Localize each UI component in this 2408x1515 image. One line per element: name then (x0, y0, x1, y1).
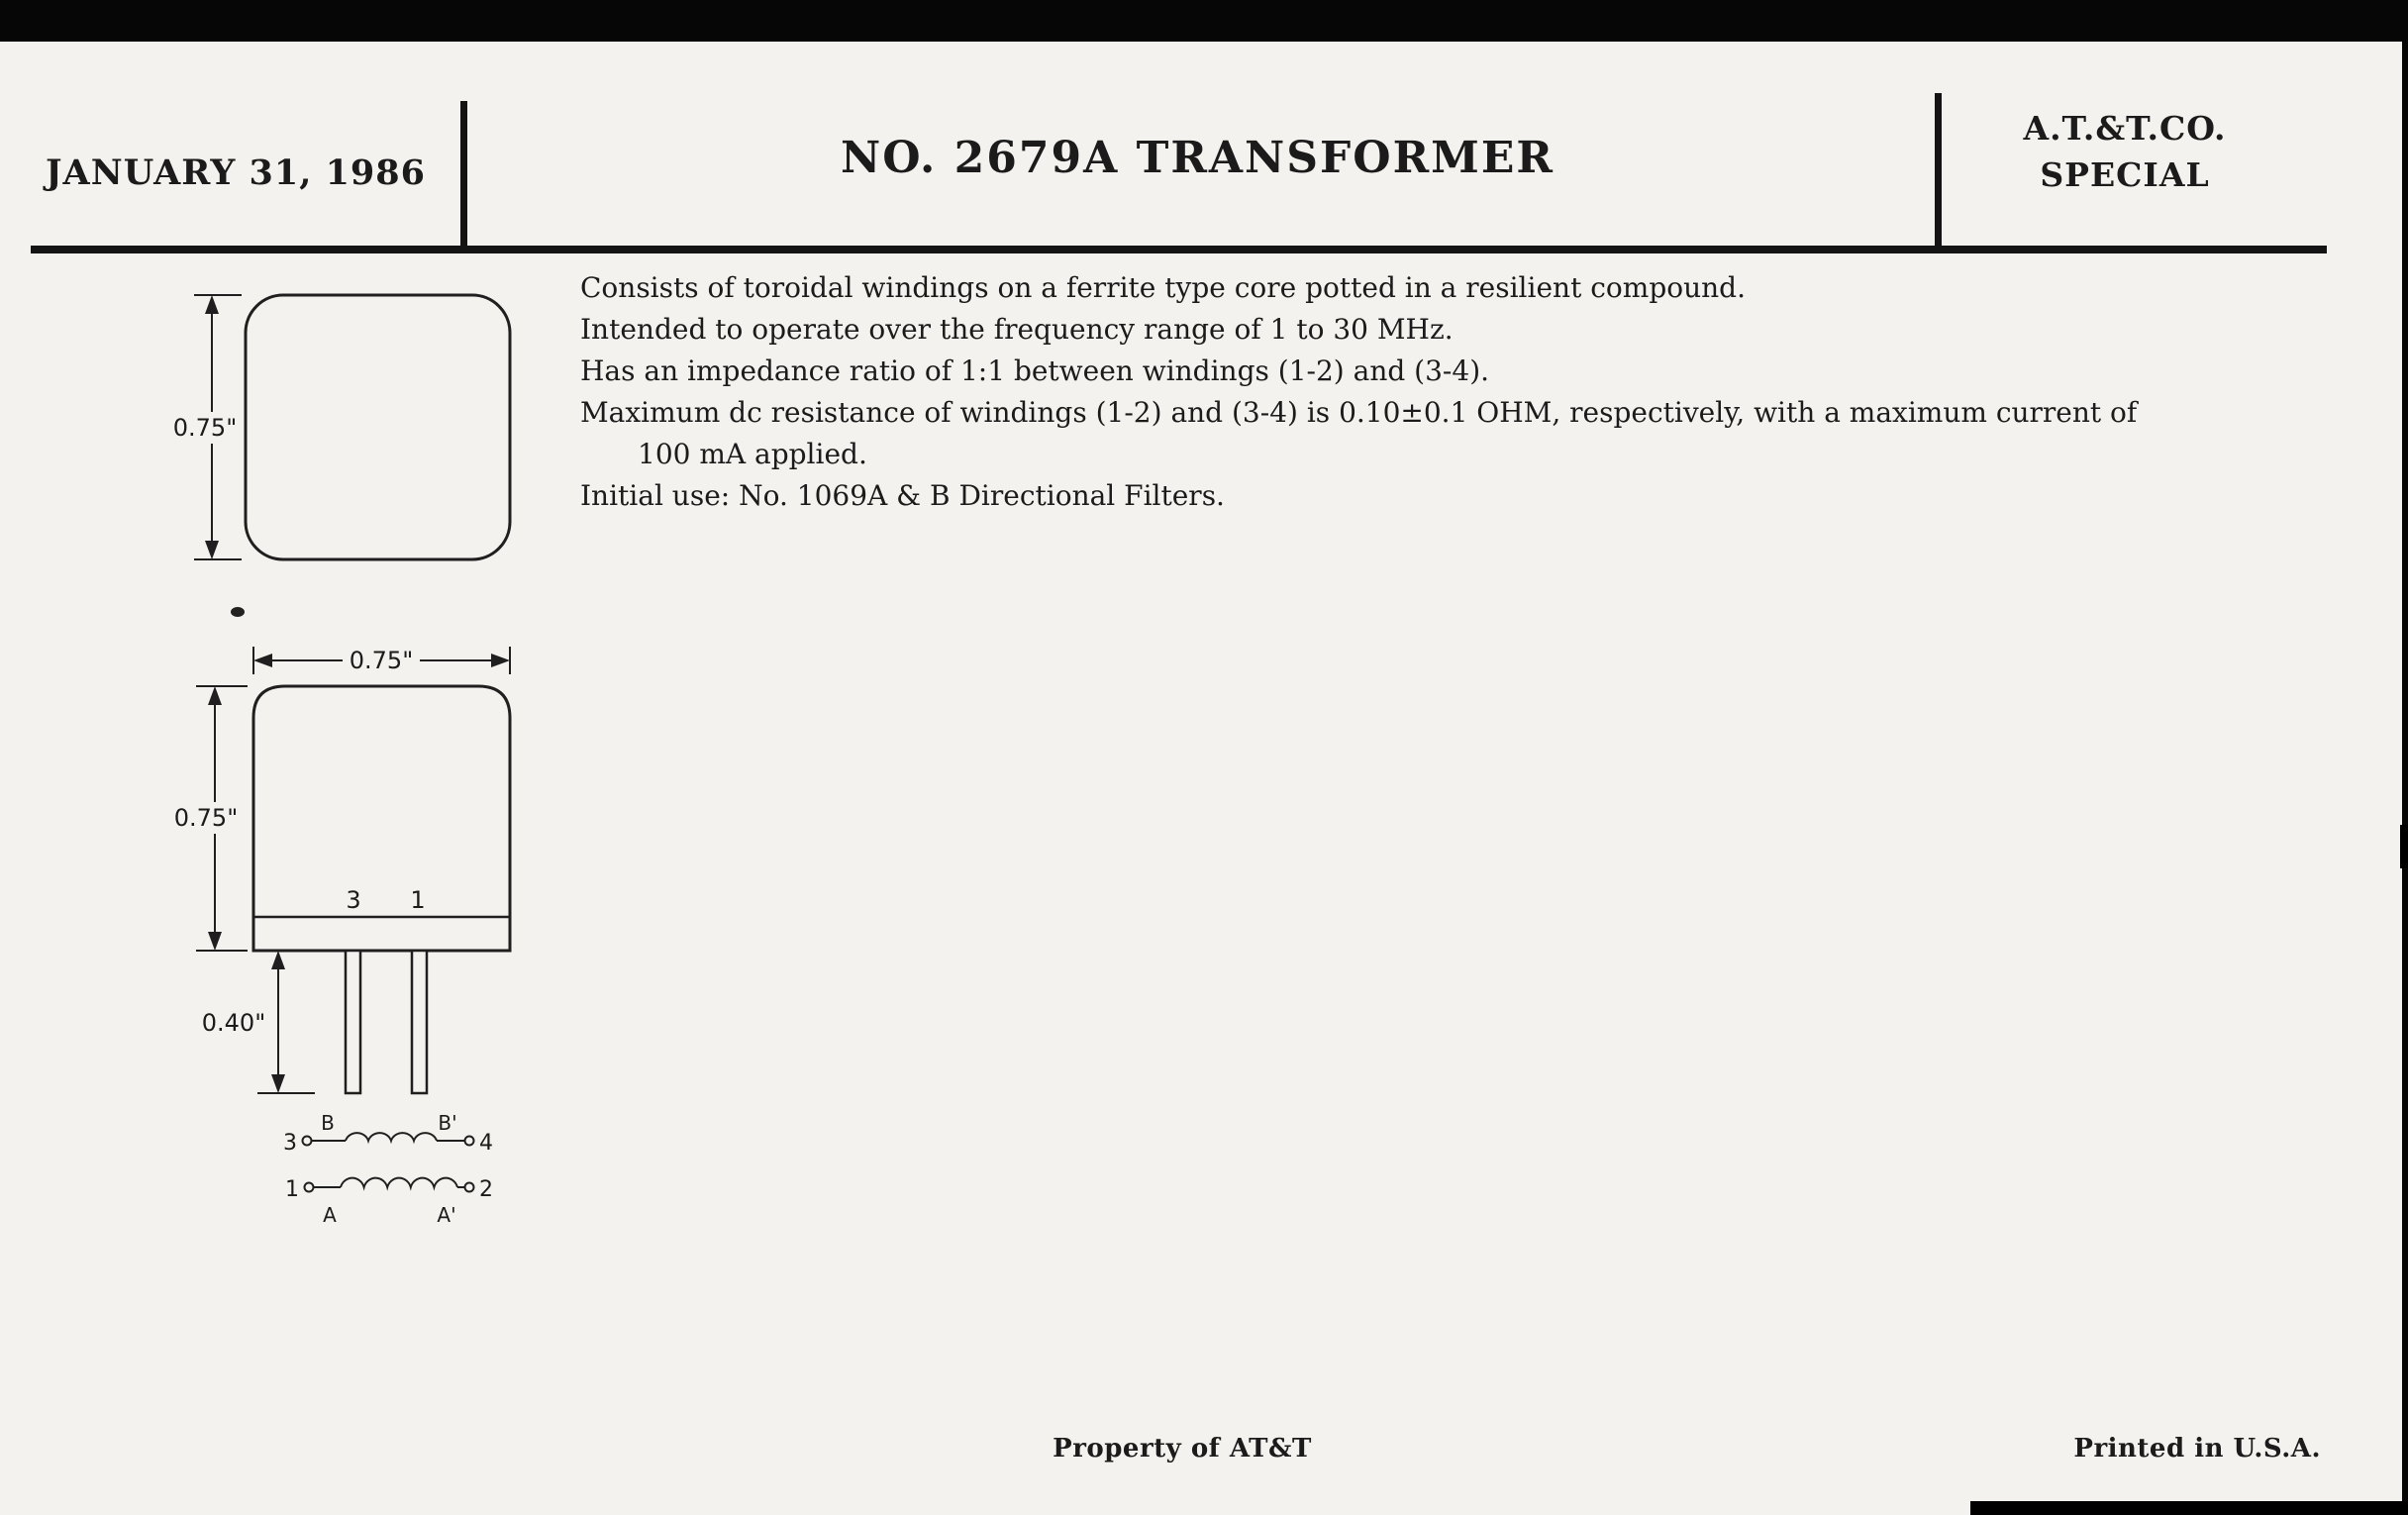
schematic-label-B: B (321, 1111, 335, 1135)
header-rule (31, 246, 2327, 253)
top-view (168, 295, 510, 559)
technical-drawing (149, 269, 564, 1250)
schematic-label-A: A (323, 1203, 337, 1227)
description-line: Consists of toroidal windings on a ferrite type core potted in a resilient compound. (580, 271, 1746, 304)
document-title: NO. 2679A TRANSFORMER (841, 133, 1555, 183)
document-date: JANUARY 31, 1986 (46, 152, 426, 193)
arrowhead-up-icon (205, 295, 219, 314)
description-line: Initial use: No. 1069A & B Directional Filters. (580, 479, 1225, 512)
dim-label-pin-length: 0.40" (201, 1009, 266, 1037)
terminal-circle (465, 1183, 474, 1192)
schematic-label-B-prime: B' (438, 1111, 457, 1135)
dim-label-front-height: 0.75" (173, 804, 239, 832)
description-line: Maximum dc resistance of windings (1-2) and (3-4) is 0.10±0.1 OHM, respectively, with a maximum current of (580, 396, 2138, 429)
terminal-circle (465, 1137, 474, 1146)
scan-artifact (1970, 1501, 2408, 1515)
inductor-coil-top (346, 1133, 437, 1141)
terminal-circle (303, 1137, 312, 1146)
header-divider-right (1935, 93, 1942, 248)
scan-artifact (2400, 825, 2408, 868)
schematic (283, 1111, 493, 1227)
inductor-coil-bottom (341, 1178, 457, 1187)
arrowhead-up-icon (208, 686, 222, 705)
pin-number-left: 3 (346, 886, 361, 914)
schematic-terminal-4: 4 (479, 1131, 493, 1156)
property-notice: Property of AT&T (1053, 1434, 1312, 1464)
schematic-terminal-1: 1 (285, 1177, 299, 1202)
description-line: Has an impedance ratio of 1:1 between windings (1-2) and (3-4). (580, 354, 1490, 387)
org-special-label: SPECIAL (2040, 155, 2210, 194)
org-name: A.T.&T.CO. (2023, 109, 2227, 148)
description-block (580, 267, 2137, 517)
top-view-outline (246, 295, 510, 559)
dim-label-top-view-height: 0.75" (172, 414, 238, 442)
description-line: Intended to operate over the frequency range of 1 to 30 MHz. (580, 313, 1454, 346)
schematic-terminal-2: 2 (479, 1177, 493, 1202)
arrowhead-up-icon (271, 951, 285, 969)
printed-notice: Printed in U.S.A. (2073, 1434, 2321, 1464)
arrowhead-down-icon (208, 932, 222, 951)
front-view (168, 645, 510, 1093)
pin-right (412, 951, 427, 1093)
schematic-label-A-prime: A' (437, 1203, 456, 1227)
arrowhead-left-icon (253, 654, 272, 667)
description-line-continuation: 100 mA applied. (638, 438, 867, 470)
arrowhead-down-icon (271, 1074, 285, 1093)
terminal-circle (305, 1183, 314, 1192)
front-view-outline (253, 686, 510, 951)
dim-label-front-width: 0.75" (349, 647, 414, 674)
pin-left (346, 951, 360, 1093)
ink-dot (231, 607, 245, 617)
schematic-terminal-3: 3 (283, 1131, 297, 1156)
document-page (0, 42, 2402, 1515)
org-block (1942, 105, 2308, 198)
pin-number-right: 1 (410, 886, 426, 914)
arrowhead-down-icon (205, 541, 219, 559)
arrowhead-right-icon (491, 654, 510, 667)
